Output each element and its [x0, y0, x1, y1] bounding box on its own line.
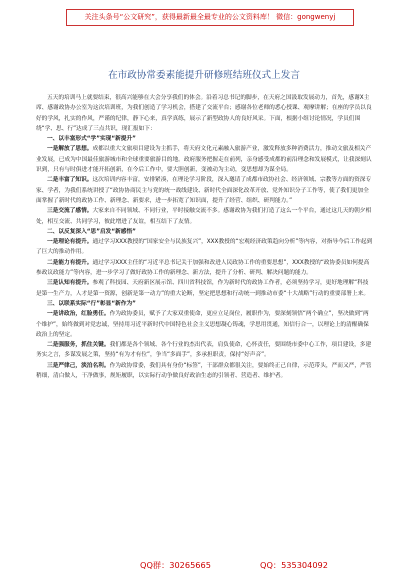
paragraph — [36, 361, 374, 382]
paragraph-text: 通过学习XXX教授的“国家安全与民族复兴”，XXX教授的“宏观经济政策趋向分析”等内容，对指导今后工作起到了巨大的推动作用。 — [36, 239, 373, 256]
footer — [0, 560, 408, 574]
footer-qq-group: QQ群：30265665 — [140, 560, 211, 570]
paragraph-text: 作为政协常委，我们具有身份“标签”，干部群众都很关注，要始终正己自律，示范带头，严而又严，严管稍细，清白做人，干净做事，规矩履职，以实际行动争做良好政治生态的引领者、营造者、维护者。 — [36, 362, 372, 380]
paragraph-lead: 二是强服务，抓住关键。 — [47, 342, 110, 349]
paragraph-lead: 一是理论有提升。 — [47, 239, 93, 246]
paragraph — [36, 278, 374, 299]
paragraph-text: 参观了科技园、天府新区展示馆、四川省科技馆，作为新时代的政协工作者，必须坚持学习，更好地理解“科技是第一生产力，人才是第一资源，创新是第一动力”的重大论断，坚定把思想和行动统一到推动市委“十大战略”行动的重要部署上来。 — [36, 280, 370, 297]
paragraph-lead: 二是能力有提升。 — [47, 259, 93, 266]
section-heading: 二、以反复深入“思”启发“新感悟” — [47, 228, 136, 235]
paragraph-lead: 一是解放了思想。 — [47, 146, 93, 153]
section-heading: 一、以丰富形式“学”实现“新提升” — [47, 136, 136, 143]
paragraph — [36, 309, 374, 340]
promo-banner: 关注头条号“公文研究”，获得最新最全最专业的公文资料库！ 微信：gongwenyj — [66, 9, 354, 26]
paragraph-lead: 一是讲政治，红脸勇任。 — [47, 311, 110, 318]
paragraph — [36, 258, 374, 279]
paragraph-text: 通过学习XXX主任的“习近平总书记关于加强和改进人民政协工作的重要思想”，XXX教授的“政协委员如何提高参政议政能力”等内容，进一步学习了做好政协工作的新理念、新方法，提升了分析、研判、解决问题的能力。 — [36, 259, 370, 277]
page-title: 在市政协常委素能提升研修班结班仪式上发言 — [108, 70, 300, 81]
footer-qq-contact: QQ：535304092 — [260, 560, 328, 570]
paragraph-text: 我们都是各个领域、各个行业的杰出代表，肩负使命，心怀责任，要围绕市委中心工作，项目建设，多建务实之言，多谋发展之策，坚持“有为才有位”，争当“多面手”，多承担职责，保持“好声音”。 — [36, 342, 372, 359]
paragraph-text: 大家来自不同领域、不同行业，平时接触交流不多。感谢政协为我们打造了这么一个平台，通过这几天的朝夕相处，相互交流、共同学习，彼此增进了友谊，相互结下了友情。 — [36, 208, 372, 225]
paragraph — [36, 206, 374, 227]
paragraph — [36, 93, 374, 134]
paragraph-text: 作为政协委员，赋予了大家双重使命，更应立足岗位，履职作为，要深刻领悟“两个确立”，坚决做到“两个维护”，始终做到对党忠诚，坚持用习近平新时代中国特色社会主义思想凝心铸魂，学思用贯通，知信行合一，以理论上的清醒确保政治上的坚定。 — [36, 311, 369, 338]
article-body — [36, 93, 374, 381]
paragraph — [36, 175, 374, 206]
paragraph-lead: 三是认知有提升。 — [47, 280, 93, 287]
paragraph — [36, 237, 374, 258]
paragraph-lead: 二是丰富了知识。 — [47, 177, 93, 184]
paragraph — [36, 340, 374, 361]
paragraph-text: 五天的培训马上就要结束，很高兴能够在大会分享我们的体会。沿着习总书记的脚步，在天府之国汲取发展动力，首先，感谢X主席、感谢政协办公室为这次培训班，为我们创造了学习机会，搭建了交流平台；感谢各位老师的悉心授课、观摩讲解；在座的学员以良好的学风，扎实的作风，严谨的纪律，静下心来，真学真练，展示了新型政协人的良好风采。下面，根据小组讨论情况，学员们围绕“学、思、行”达成了三点共识，现汇报如下： — [36, 95, 372, 132]
paragraph-text: 这次培训内容丰富，安排紧凑，在理论学习阶段，深入邀请了成都市政协社会、经济领域、宗教等方面的资深专家、学者，为我们系统讲授了“政协协商民主与党的统一战线建设、新时代全面深化改革开放、党外知识分子工作等，使了我们更加全面掌握了新时代的政协工作、新理念、新要求，进一步拓宽了知识面，提升了经营、组织、研判能力。” — [36, 177, 372, 204]
paragraph — [36, 144, 374, 175]
paragraph-lead: 三是严律己，淡泊名利。 — [47, 362, 110, 369]
paragraph-lead: 三是交流了感情。 — [47, 208, 93, 215]
paragraph-text: 成都以重大文旅项目建设为主抓手，将天府文化元素融入旅游产业，激发释放多种消费活力，推动文旅及相关产业发展，已成为中国最佳旅游城市和全球重要旅游目的地。政府服务把握走在前列，亲身感受成都的前沿理念和发展模式，让我深刻认识到，只有与时俱进才能开拓创新，在今后工作中，要大胆创新，变被动为主动，变思想却为谋全局。 — [36, 146, 372, 174]
section-heading: 三、以联系实际“行”彰显“新作为” — [47, 300, 136, 307]
